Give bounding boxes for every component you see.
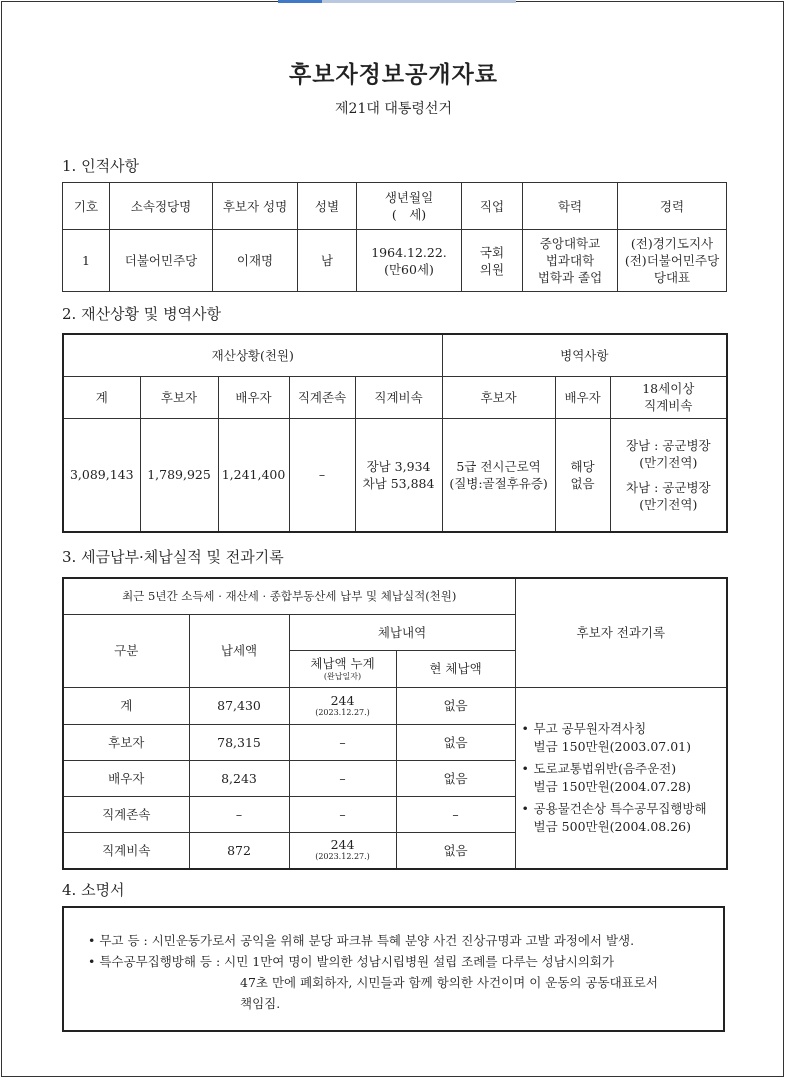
header-property-group: 재산상황(천원) xyxy=(63,334,442,376)
header-arrears-cumulative xyxy=(289,650,396,687)
cell-edu-line2: 법과대학 xyxy=(545,253,595,268)
tax-row-cumulative: – xyxy=(289,760,396,796)
cell-career-line3: 당대표 xyxy=(653,270,691,285)
top-scroll-thumb xyxy=(278,0,322,3)
record-penalty: 벌금 500만원(2004.08.26) xyxy=(533,818,692,834)
tax-row-paid: 78,315 xyxy=(189,724,289,760)
tax-row-current: 없음 xyxy=(396,687,515,724)
header-job: 직업 xyxy=(462,183,523,230)
record-penalty: 벌금 150만원(2003.07.01) xyxy=(533,738,692,754)
tax-row-current: – xyxy=(396,796,515,832)
cell-mil-candidate-line1: 5급 전시근로역 xyxy=(456,458,541,474)
tax-row-label: 직계존속 xyxy=(63,796,189,832)
cell-career-line2: (전)더불어민주당 xyxy=(624,253,720,268)
cell-mil-spouse-line2: 없음 xyxy=(570,475,595,491)
tax-row-paid: 872 xyxy=(189,832,289,869)
cell-asset-ascendant: – xyxy=(289,418,355,532)
header-total: 계 xyxy=(63,376,140,418)
header-birth-line2: ( 세) xyxy=(391,207,427,222)
header-military-group: 병역사항 xyxy=(442,334,727,376)
header-mil-desc-line2: 직계비속 xyxy=(644,398,693,413)
header-paid: 납세액 xyxy=(189,614,289,687)
cell-career-line1: (전)경기도지사 xyxy=(630,236,714,251)
cell-asset-candidate: 1,789,925 xyxy=(140,418,218,532)
record-bullet: • xyxy=(521,800,529,816)
cell-edu-line1: 중앙대학교 xyxy=(539,236,601,251)
statement-line: • 무고 등 : 시민운동가로서 공익을 위해 분당 파크뷰 특혜 분양 사건 진상규명과 고발 과정에서 발생. xyxy=(88,933,635,948)
cell-mil-candidate-line2: (질병:골절후유증) xyxy=(449,475,548,491)
cell-asset-total: 3,089,143 xyxy=(63,418,140,532)
cell-edu-line3: 법학과 졸업 xyxy=(537,270,603,285)
header-arrears-cum-label: 체납액 누계 xyxy=(310,656,375,671)
section-assets-title: 2. 재산상황 및 병역사항 xyxy=(62,305,222,323)
tax-records-table xyxy=(62,577,728,870)
cell-job-line1: 국회 xyxy=(479,244,505,260)
cell-name: 이재명 xyxy=(213,230,298,292)
tax-row-cum-date: (2023.12.27.) xyxy=(315,852,370,862)
cell-mil-spouse-line1: 해당 xyxy=(570,458,595,474)
cell-edu xyxy=(523,230,618,292)
header-edu: 학력 xyxy=(523,183,618,230)
cell-mil-candidate xyxy=(442,418,555,532)
record-bullet: • xyxy=(521,720,529,736)
tax-row-label: 배우자 xyxy=(63,760,189,796)
tax-row-cumulative: – xyxy=(289,796,396,832)
header-asset-candidate: 후보자 xyxy=(140,376,218,418)
tax-row-current: 없음 xyxy=(396,724,515,760)
header-mil-spouse: 배우자 xyxy=(555,376,610,418)
record-offense: 공용물건손상 특수공무집행방해 xyxy=(533,800,707,816)
cell-mil-desc-a2: (만기전역) xyxy=(639,454,698,470)
record-offense: 무고 공무원자격사칭 xyxy=(533,720,647,736)
cell-birth-line1: 1964.12.22. xyxy=(371,244,447,260)
tax-row-paid: 8,243 xyxy=(189,760,289,796)
cell-birth xyxy=(357,230,462,292)
cell-asset-desc-line2: 차남 53,884 xyxy=(362,475,435,491)
section-statement-title: 4. 소명서 xyxy=(62,881,125,899)
header-asset-ascendant: 직계존속 xyxy=(289,376,355,418)
criminal-records-list xyxy=(515,687,727,869)
assets-military-table xyxy=(62,333,728,533)
statement-line: • 특수공무집행방해 등 : 시민 1만여 명이 발의한 성남시립병원 설립 조례를 다루는 성남시의회가 xyxy=(88,954,615,969)
header-asset-spouse: 배우자 xyxy=(218,376,289,418)
tax-row-current: 없음 xyxy=(396,760,515,796)
tax-row-paid: 87,430 xyxy=(189,687,289,724)
section-tax-title: 3. 세금납부·체납실적 및 전과기록 xyxy=(62,548,284,566)
cell-mil-spouse xyxy=(555,418,610,532)
document-title: 후보자정보공개자료 xyxy=(289,61,498,88)
tax-row-cum-value: 244 xyxy=(330,837,355,853)
cell-mil-descendant xyxy=(610,418,727,532)
tax-row-label: 후보자 xyxy=(63,724,189,760)
cell-party: 더불어민주당 xyxy=(110,230,213,292)
header-career: 경력 xyxy=(618,183,727,230)
tax-row-cum-value: 244 xyxy=(330,692,355,708)
tax-row-cumulative: – xyxy=(289,724,396,760)
header-name: 후보자 성명 xyxy=(213,183,298,230)
cell-sex: 남 xyxy=(298,230,357,292)
header-birth-line1: 생년월일 xyxy=(384,190,434,205)
personal-info-table xyxy=(62,182,727,292)
header-birth xyxy=(357,183,462,230)
cell-no: 1 xyxy=(63,230,110,292)
cell-career xyxy=(618,230,727,292)
header-asset-descendant: 직계비속 xyxy=(355,376,442,418)
statement-line: 책임짐. xyxy=(240,996,281,1011)
cell-birth-line2: (만60세) xyxy=(384,261,434,277)
tax-caption: 최근 5년간 소득세 · 재산세 · 종합부동산세 납부 및 체납실적(천원) xyxy=(63,578,515,614)
cell-asset-desc-line1: 장남 3,934 xyxy=(366,458,431,474)
record-offense: 도로교통법위반(음주운전) xyxy=(533,760,677,776)
cell-mil-desc-b2: (만기전역) xyxy=(639,496,698,512)
tax-row-cumulative xyxy=(289,687,396,724)
header-mil-candidate: 후보자 xyxy=(442,376,555,418)
header-arrears-cum-note: (완납일자) xyxy=(323,672,362,681)
header-mil-desc-line1: 18세이상 xyxy=(642,381,695,396)
tax-row-label: 직계비속 xyxy=(63,832,189,869)
header-criminal-records: 후보자 전과기록 xyxy=(515,578,727,687)
tax-row-cum-date: (2023.12.27.) xyxy=(315,707,370,717)
criminal-record-item xyxy=(522,720,721,756)
statement-line: 47초 만에 폐회하자, 시민들과 함께 항의한 사건이며 이 운동의 공동대표로서 xyxy=(240,975,658,990)
section-personal-title: 1. 인적사항 xyxy=(62,157,140,175)
header-mil-descendant xyxy=(610,376,727,418)
tax-row-current: 없음 xyxy=(396,832,515,869)
cell-mil-desc-a1: 장남 : 공군병장 xyxy=(626,437,711,453)
cell-asset-spouse: 1,241,400 xyxy=(218,418,289,532)
tax-row-label: 계 xyxy=(63,687,189,724)
record-penalty: 벌금 150만원(2004.07.28) xyxy=(533,778,692,794)
tax-row-cumulative xyxy=(289,832,396,869)
header-no: 기호 xyxy=(63,183,110,230)
header-arrears-current: 현 체납액 xyxy=(396,650,515,687)
header-category: 구분 xyxy=(63,614,189,687)
cell-mil-desc-b1: 차남 : 공군병장 xyxy=(626,479,711,495)
header-sex: 성별 xyxy=(298,183,357,230)
header-party: 소속정당명 xyxy=(110,183,213,230)
statement-box xyxy=(62,906,725,1032)
cell-asset-descendant xyxy=(355,418,442,532)
header-arrears: 체납내역 xyxy=(289,614,515,650)
record-bullet: • xyxy=(521,760,529,776)
document-subtitle: 제21대 대통령선거 xyxy=(335,101,452,117)
criminal-record-item xyxy=(522,760,721,796)
tax-row-paid: – xyxy=(189,796,289,832)
cell-job xyxy=(462,230,523,292)
cell-job-line2: 의원 xyxy=(479,261,505,277)
criminal-record-item xyxy=(522,800,721,836)
